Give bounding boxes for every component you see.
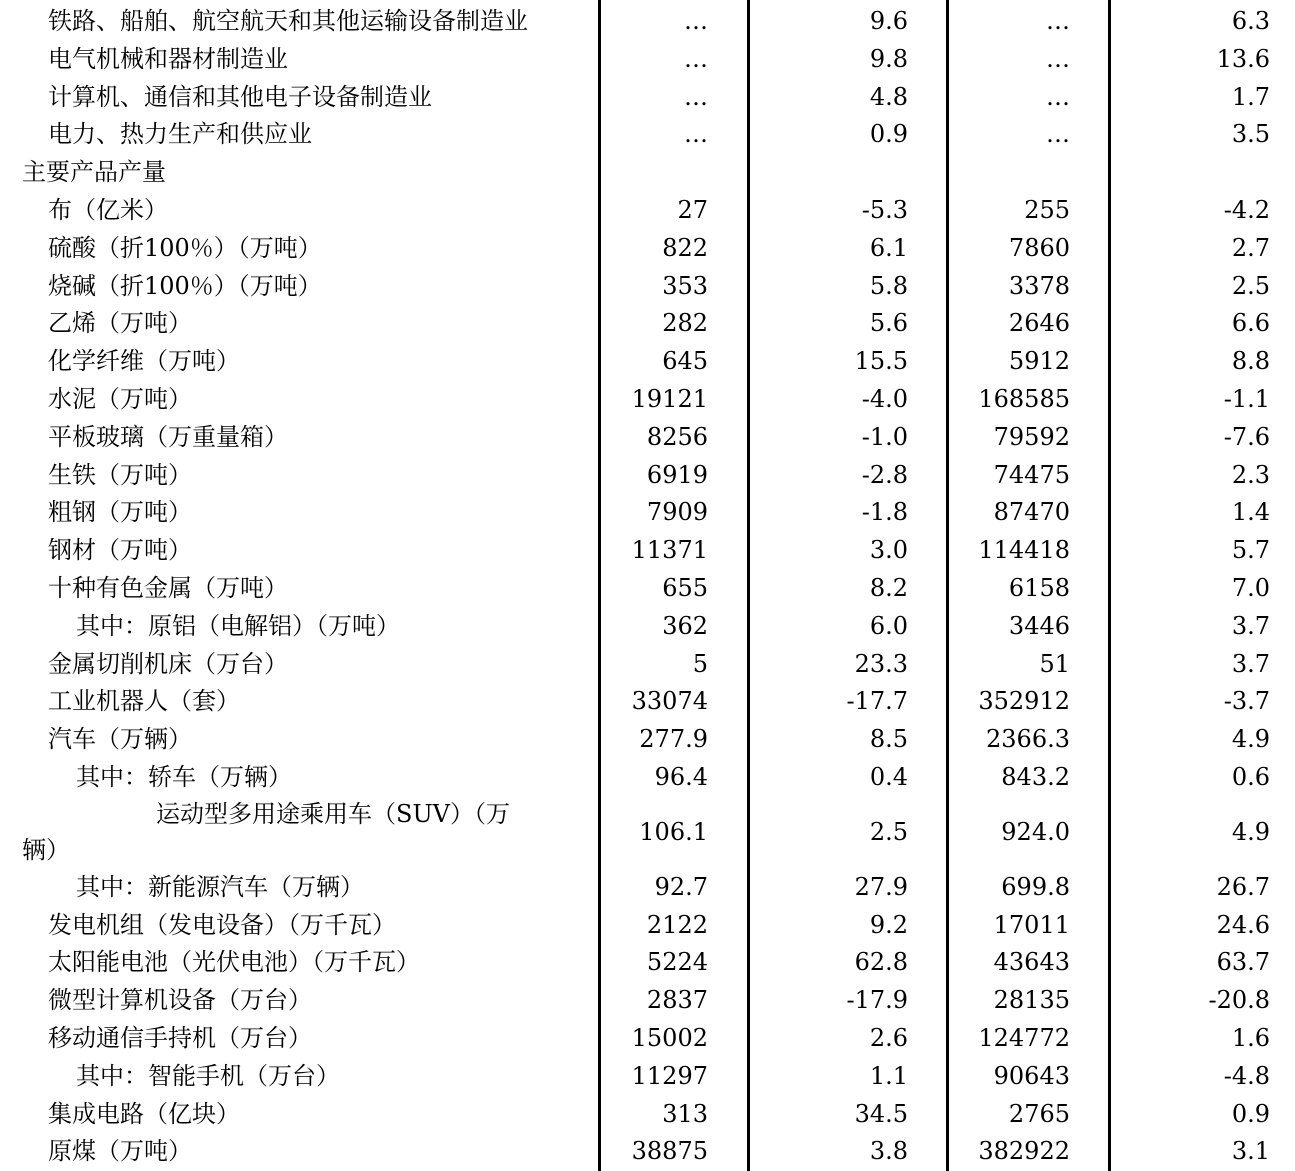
row-label: 化学纤维（万吨） (48, 347, 240, 376)
value-cell: 6158 (1008, 574, 1070, 602)
value-cell: 645 (662, 347, 708, 376)
row-label: 集成电路（亿块） (48, 1099, 240, 1128)
value-cell: 2765 (1008, 1099, 1070, 1128)
value-cell: 313 (662, 1099, 708, 1128)
row-label: 汽车（万辆） (48, 725, 192, 754)
value-cell: 7860 (1008, 233, 1070, 262)
value-cell: … (684, 82, 708, 111)
value-cell: 0.9 (869, 120, 908, 149)
row-label-line-1: 运动型多用途乘用车（SUV）（万 (156, 799, 510, 828)
value-cell: 96.4 (654, 763, 708, 791)
value-cell: 1.6 (1231, 1024, 1270, 1052)
value-cell: 3446 (1008, 611, 1070, 640)
table-row (0, 531, 1295, 569)
value-cell: 11371 (631, 536, 708, 565)
value-cell: 362 (662, 611, 708, 640)
row-label: 平板玻璃（万重量箱） (48, 422, 288, 451)
value-cell: -17.7 (846, 687, 908, 716)
value-cell: 24.6 (1216, 910, 1270, 939)
value-cell: 2646 (1008, 309, 1070, 338)
value-cell: 90643 (993, 1061, 1070, 1090)
value-cell: 4.8 (869, 82, 908, 111)
row-label: 工业机器人（套） (48, 687, 240, 716)
table-row (0, 304, 1295, 342)
value-cell: 8256 (646, 422, 708, 451)
value-cell: 3.8 (869, 1137, 908, 1166)
row-label: 发电机组（发电设备）（万千瓦） (48, 910, 396, 939)
row-label: 布（亿米） (48, 196, 168, 224)
row-label: 其中：原铝（电解铝）（万吨） (76, 611, 400, 640)
value-cell: 92.7 (654, 872, 708, 901)
value-cell: 87470 (993, 498, 1070, 527)
value-cell: 33074 (631, 687, 708, 716)
value-cell: 6.0 (869, 611, 908, 640)
value-cell: 74475 (993, 460, 1070, 489)
table-row (0, 645, 1295, 683)
value-cell: -3.7 (1223, 687, 1270, 716)
value-cell: 5.8 (869, 271, 908, 300)
value-cell: 352912 (978, 687, 1070, 716)
table-row (0, 1132, 1295, 1170)
value-cell: 27.9 (854, 872, 908, 901)
value-cell: 5 (692, 649, 708, 678)
table-row (0, 191, 1295, 229)
value-cell: -7.6 (1223, 422, 1270, 451)
table-row (0, 40, 1295, 78)
value-cell: 23.3 (854, 649, 908, 678)
value-cell: … (1046, 7, 1070, 35)
row-label: 乙烯（万吨） (48, 309, 192, 338)
row-label: 铁路、船舶、航空航天和其他运输设备制造业 (48, 7, 528, 35)
value-cell: 282 (662, 309, 708, 338)
value-cell: 19121 (631, 385, 708, 413)
row-label: 计算机、通信和其他电子设备制造业 (48, 82, 432, 111)
value-cell: 3.5 (1231, 120, 1270, 149)
row-label: 移动通信手持机（万台） (48, 1024, 312, 1052)
row-label: 主要产品产量 (22, 158, 166, 187)
value-cell: -1.0 (861, 422, 908, 451)
value-cell: 11297 (631, 1061, 708, 1090)
value-cell: 5.7 (1231, 536, 1270, 565)
value-cell: 124772 (978, 1024, 1070, 1052)
value-cell: 8.8 (1231, 347, 1270, 376)
value-cell: 15.5 (854, 347, 908, 376)
value-cell: 382922 (978, 1137, 1070, 1166)
value-cell: 3378 (1008, 271, 1070, 300)
value-cell: 0.6 (1231, 763, 1270, 791)
value-cell: -17.9 (846, 986, 908, 1015)
row-label: 金属切削机床（万台） (48, 649, 288, 678)
value-cell: 277.9 (639, 725, 708, 754)
value-cell: … (1046, 82, 1070, 111)
table-row (0, 607, 1295, 645)
value-cell: -4.0 (861, 385, 908, 413)
value-cell: 17011 (993, 910, 1070, 939)
table-row (0, 1095, 1295, 1133)
value-cell: 7.0 (1231, 574, 1270, 602)
row-label: 其中：轿车（万辆） (76, 763, 292, 791)
value-cell: … (684, 7, 708, 35)
value-cell: 5912 (1008, 347, 1070, 376)
value-cell: 34.5 (854, 1099, 908, 1128)
value-cell: 5224 (646, 948, 708, 977)
table-row (0, 115, 1295, 153)
value-cell: -5.3 (861, 196, 908, 224)
table-row (0, 418, 1295, 456)
table-row (0, 569, 1295, 607)
value-cell: 699.8 (1001, 872, 1070, 901)
value-cell: 15002 (631, 1024, 708, 1052)
table-row (0, 1057, 1295, 1095)
value-cell: 13.6 (1216, 44, 1270, 73)
value-cell: 62.8 (854, 948, 908, 977)
value-cell: 26.7 (1216, 872, 1270, 901)
table-row (0, 943, 1295, 981)
value-cell: … (684, 44, 708, 73)
row-label: 烧碱（折100％）（万吨） (48, 271, 322, 300)
value-cell: 2837 (646, 986, 708, 1015)
value-cell: 1.4 (1231, 498, 1270, 527)
value-cell: -1.8 (861, 498, 908, 527)
value-cell: 4.9 (1231, 725, 1270, 754)
row-label: 生铁（万吨） (48, 460, 192, 489)
table-row (0, 2, 1295, 40)
value-cell: 79592 (993, 422, 1070, 451)
value-cell: 1.1 (869, 1061, 908, 1090)
value-cell: 5.6 (869, 309, 908, 338)
table-row (0, 456, 1295, 494)
row-label: 原煤（万吨） (48, 1137, 192, 1166)
value-cell: … (684, 120, 708, 149)
value-cell: 2.5 (1231, 271, 1270, 300)
row-label: 微型计算机设备（万台） (48, 986, 312, 1015)
value-cell: 843.2 (1001, 763, 1070, 791)
value-cell: 106.1 (639, 817, 708, 846)
value-cell: 7909 (646, 498, 708, 527)
table-row (0, 78, 1295, 116)
value-cell: 3.0 (869, 536, 908, 565)
value-cell: 8.5 (869, 725, 908, 754)
row-label: 电气机械和器材制造业 (48, 44, 288, 73)
value-cell: … (1046, 44, 1070, 73)
row-label: 其中：新能源汽车（万辆） (76, 872, 364, 901)
value-cell: 6.1 (869, 233, 908, 262)
value-cell: 51 (1039, 649, 1070, 678)
value-cell: 2.3 (1231, 460, 1270, 489)
table-row (0, 342, 1295, 380)
value-cell: … (1046, 120, 1070, 149)
value-cell: 6.3 (1231, 7, 1270, 35)
row-label: 其中：智能手机（万台） (76, 1061, 340, 1090)
value-cell: 43643 (993, 948, 1070, 977)
value-cell: 2122 (646, 910, 708, 939)
value-cell: 28135 (993, 986, 1070, 1015)
value-cell: 255 (1024, 196, 1070, 224)
value-cell: 27 (677, 196, 708, 224)
value-cell: 3.7 (1231, 611, 1270, 640)
value-cell: 0.9 (1231, 1099, 1270, 1128)
value-cell: 0.4 (869, 763, 908, 791)
value-cell: -1.1 (1223, 385, 1270, 413)
value-cell: 38875 (631, 1137, 708, 1166)
row-label-line-2: 辆） (22, 835, 70, 864)
value-cell: -4.8 (1223, 1061, 1270, 1090)
value-cell: -2.8 (861, 460, 908, 489)
table-row (0, 906, 1295, 944)
value-cell: 63.7 (1216, 948, 1270, 977)
row-label: 十种有色金属（万吨） (48, 574, 288, 602)
row-label: 水泥（万吨） (48, 385, 192, 413)
value-cell: 9.2 (869, 910, 908, 939)
table-row (0, 153, 1295, 191)
table-row (0, 796, 1295, 868)
table-row (0, 229, 1295, 267)
value-cell: 9.8 (869, 44, 908, 73)
value-cell: 8.2 (869, 574, 908, 602)
row-label: 电力、热力生产和供应业 (48, 120, 312, 149)
table-row (0, 758, 1295, 796)
value-cell: 655 (662, 574, 708, 602)
value-cell: 2.5 (869, 817, 908, 846)
value-cell: 924.0 (1001, 817, 1070, 846)
table-row (0, 267, 1295, 305)
row-label: 钢材（万吨） (48, 536, 192, 565)
value-cell: 2366.3 (986, 725, 1070, 754)
table-row (0, 380, 1295, 418)
row-label: 粗钢（万吨） (48, 498, 192, 527)
table-row (0, 1019, 1295, 1057)
value-cell: 9.6 (869, 7, 908, 35)
value-cell: 1.7 (1231, 82, 1270, 111)
table-row (0, 493, 1295, 531)
value-cell: 6919 (646, 460, 708, 489)
value-cell: 3.7 (1231, 649, 1270, 678)
value-cell: 4.9 (1231, 817, 1270, 846)
value-cell: 2.7 (1231, 233, 1270, 262)
value-cell: 2.6 (869, 1024, 908, 1052)
table-row (0, 682, 1295, 720)
value-cell: 353 (662, 271, 708, 300)
row-label: 硫酸（折100％）（万吨） (48, 233, 322, 262)
value-cell: -4.2 (1223, 196, 1270, 224)
value-cell: 3.1 (1231, 1137, 1270, 1166)
row-label: 太阳能电池（光伏电池）（万千瓦） (48, 948, 420, 977)
table-row (0, 868, 1295, 906)
table-row (0, 981, 1295, 1019)
value-cell: -20.8 (1208, 986, 1270, 1015)
row-label (22, 796, 582, 868)
value-cell: 822 (662, 233, 708, 262)
value-cell: 114418 (978, 536, 1070, 565)
table-row (0, 720, 1295, 758)
value-cell: 6.6 (1231, 309, 1270, 338)
value-cell: 168585 (978, 385, 1070, 413)
